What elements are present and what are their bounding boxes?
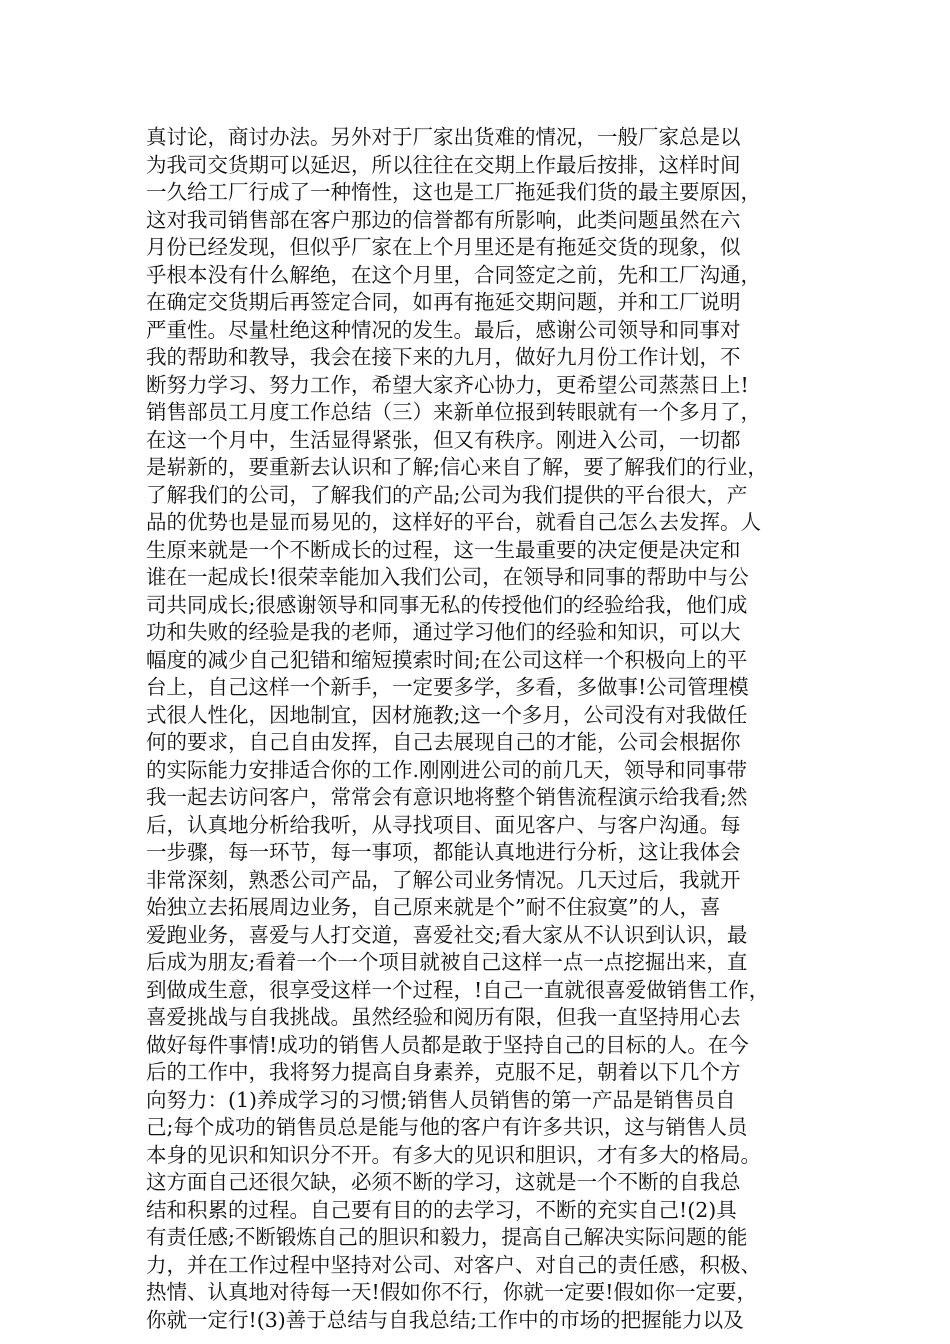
text-line: 到做成生意，很享受这样一个过程，!自己一直就很喜爱做销售工作， [146,977,770,1002]
text-line: 爱跑业务，喜爱与人打交道，喜爱社交;看大家从不认识到认识，最 [146,922,748,947]
text-line: 功和失败的经验是我的老师，通过学习他们的经验和知识，可以大 [146,620,741,644]
text-line: 销售部员工月度工作总结（三）来新单位报到转眼就有一个多月了， [146,400,761,424]
text-line: 热情、认真地对待每一天!假如你不行，你就一定要!假如你一定要， [146,1280,757,1304]
text-line: 一步骤，每一环节，每一事项，都能认真地进行分析，这让我体会 [146,840,741,864]
text-line: 台上，自己这样一个新手，一定要多学，多看，多做事!公司管理模 [146,675,749,699]
text-line: 一久给工厂行成了一种惰性，这也是工厂拖延我们货的最主要原因， [146,180,761,204]
text-line: 结和积累的过程。自己要有目的的去学习，不断的充实自己!(2)具 [146,1197,737,1222]
text-line: 为我司交货期可以延迟，所以往往在交期上作最后按排，这样时间 [146,152,741,177]
text-line: 品的优势也是显而易见的，这样好的平台，就看自己怎么去发挥。人 [146,510,761,534]
text-line: 后的工作中，我将努力提高自身素养，克服不足，朝着以下几个方 [146,1060,741,1084]
text-line: 的实际能力安排适合你的工作.刚刚进公司的前几天，领导和同事带 [146,757,748,782]
text-line: 式很人性化，因地制宜，因材施教;这一个多月，公司没有对我做任 [146,702,748,727]
text-line: 己;每个成功的销售员总是能与他的客户有许多共识，这与销售人员 [146,1115,748,1139]
text-line: 本身的见识和知识分不开。有多大的见识和胆识，才有多大的格局。 [146,1142,761,1167]
text-line: 力，并在工作过程中坚持对公司、对客户、对自己的责任感，积极、 [146,1252,761,1277]
text-line: 在确定交货期后再签定合同，如再有拖延交期问题，并和工厂说明 [146,290,741,314]
text-line: 幅度的减少自己犯错和缩短摸索时间;在公司这样一个积极向上的平 [146,647,748,672]
text-line: 非常深刻，熟悉公司产品，了解公司业务情况。几天过后，我就开 [146,867,741,892]
text-line: 后成为朋友;看着一个一个项目就被自己这样一点一点挖掘出来，直 [146,950,748,974]
text-line: 始独立去拓展周边业务，自己原来就是个”耐不住寂寞”的人，喜 [146,895,721,919]
text-line: 了解我们的公司，了解我们的产品;公司为我们提供的平台很大，产 [146,482,748,507]
text-line: 有责任感;不断锻炼自己的胆识和毅力，提高自己解决实际问题的能 [146,1225,748,1249]
text-line: 向努力：(1)养成学习的习惯;销售人员销售的第一产品是销售员自 [146,1087,736,1112]
text-line: 乎根本没有什么解绝，在这个月里，合同签定之前，先和工厂沟通， [146,262,761,287]
text-line: 月份已经发现，但似乎厂家在上个月里还是有拖延交货的现象，似 [146,235,741,259]
text-line: 我一起去访问客户，常常会有意识地将整个销售流程演示给我看;然 [146,785,748,809]
text-line: 真讨论，商讨办法。另外对于厂家出货难的情况，一般厂家总是以 [146,125,741,149]
text-line: 谁在一起成长!很荣幸能加入我们公司，在领导和同事的帮助中与公 [146,565,749,589]
text-line: 这对我司销售部在客户那边的信誉都有所影响，此类问题虽然在六 [146,207,741,232]
body-text [146,124,836,1334]
text-line: 后，认真地分析给我听，从寻找项目、面见客户、与客户沟通。每 [146,812,741,837]
text-line: 是崭新的，要重新去认识和了解;信心来自了解，要了解我们的行业， [146,455,768,479]
text-line: 我的帮助和教导，我会在接下来的九月，做好九月份工作计划，不 [146,345,741,369]
text-line: 生原来就是一个不断成长的过程，这一生最重要的决定便是决定和 [146,537,741,562]
text-line: 这方面自己还很欠缺，必须不断的学习，这就是一个不断的自我总 [146,1170,741,1194]
text-line: 在这一个月中，生活显得紧张，但又有秩序。刚进入公司，一切都 [146,427,741,452]
text-line: 做好每件事情!成功的销售人员都是敢于坚持自己的目标的人。在今 [146,1032,749,1057]
text-line: 严重性。尽量杜绝这种情况的发生。最后，感谢公司领导和同事对 [146,317,741,342]
text-line: 司共同成长;很感谢领导和同事无私的传授他们的经验给我，他们成 [146,592,748,617]
text-line: 断努力学习、努力工作，希望大家齐心协力，更希望公司蒸蒸日上! [146,372,749,397]
text-line: 何的要求，自己自由发挥，自己去展现自己的才能，公司会根据你 [146,730,741,754]
text-line: 喜爱挑战与自我挑战。虽然经验和阅历有限，但我一直坚持用心去 [146,1005,741,1029]
text-line: 你就一定行!(3)善于总结与自我总结;工作中的市场的把握能力以及 [146,1307,744,1332]
